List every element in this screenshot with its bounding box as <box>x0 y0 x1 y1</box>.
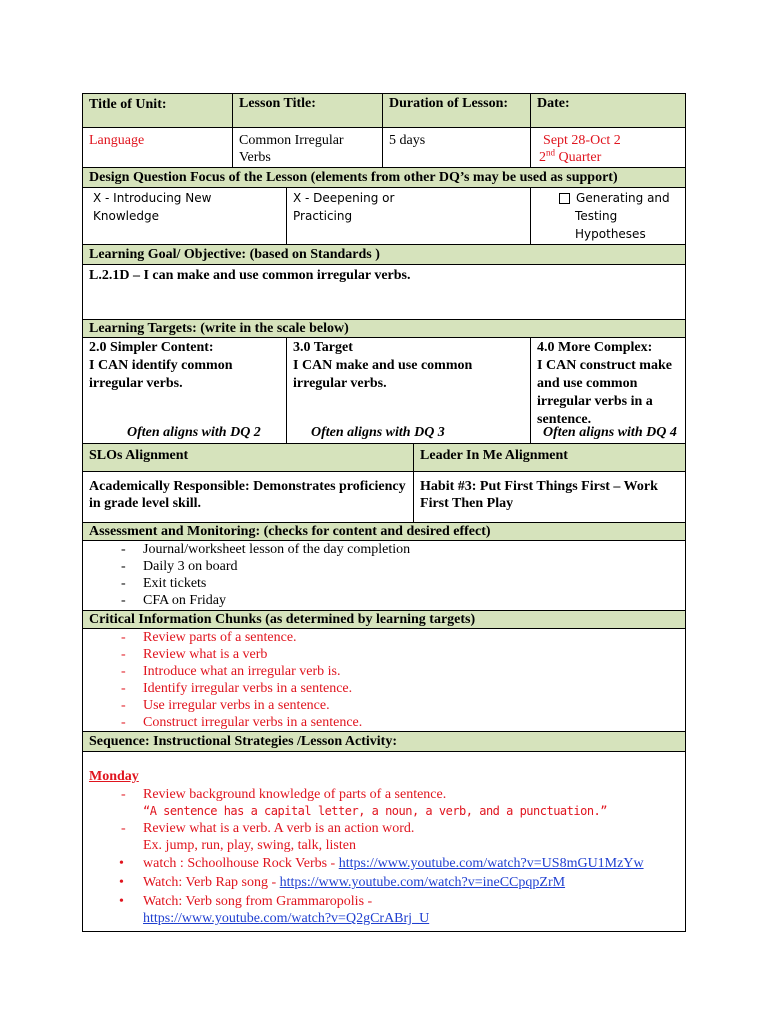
learning-goal-text: L.2.1D – I can make and use common irregular verbs. <box>83 265 686 320</box>
assessment-list-cell <box>83 541 686 611</box>
list-item: - Review what is a verb. A verb is an action word. Ex. jump, run, play, swing, talk, listen <box>113 820 679 854</box>
list-item: • Watch: Verb Rap song - https://www.youtube.com/watch?v=ineCCpqpZrM <box>113 874 679 891</box>
unit-title-header: Title of Unit: <box>83 94 233 128</box>
duration-value: 5 days <box>383 128 531 168</box>
learning-goal-heading: Learning Goal/ Objective: (based on Standards ) <box>83 245 686 265</box>
chunks-heading: Critical Information Chunks (as determined by learning targets) <box>83 611 686 629</box>
target-complex: 4.0 More Complex: I CAN construct make and use common irregular verbs in a sentence. Often aligns with DQ 4 <box>531 338 686 444</box>
list-item: - Daily 3 on board <box>113 558 679 575</box>
date-header: Date: <box>531 94 686 128</box>
lesson-title-header: Lesson Title: <box>233 94 383 128</box>
target-main-dq: Often aligns with DQ 3 <box>311 425 445 440</box>
lesson-plan-table <box>82 93 686 932</box>
lesson-title-value: Common Irregular Verbs <box>233 128 383 168</box>
sequence-cell <box>83 752 686 932</box>
unit-value: Language <box>83 128 233 168</box>
verb-rap-link[interactable]: https://www.youtube.com/watch?v=ineCCpqpZrM <box>279 875 566 890</box>
list-item: - Review parts of a sentence. <box>113 629 679 646</box>
target-simpler-dq: Often aligns with DQ 2 <box>127 425 261 440</box>
list-item: • Watch: Verb song from Grammaropolis - https://www.youtube.com/watch?v=Q2gCrABrj_U <box>113 893 679 927</box>
leader-alignment-text: Habit #3: Put First Things First – Work First Then Play <box>414 472 686 523</box>
list-item: - Identify irregular verbs in a sentence. <box>113 680 679 697</box>
list-item: - Introduce what an irregular verb is. <box>113 663 679 680</box>
sequence-dash-list <box>89 786 679 854</box>
list-item: - CFA on Friday <box>113 592 679 609</box>
list-item: - Exit tickets <box>113 575 679 592</box>
design-question-heading: Design Question Focus of the Lesson (elements from other DQ’s may be used as support) <box>83 168 686 188</box>
target-simpler-content: 2.0 Simpler Content: I CAN identify common irregular verbs. Often aligns with DQ 2 <box>83 338 287 444</box>
checkbox-icon <box>559 193 570 204</box>
list-item: - Review what is a verb <box>113 646 679 663</box>
leader-alignment-heading: Leader In Me Alignment <box>414 444 686 472</box>
date-range: Sept 28-Oct 2 <box>543 133 621 148</box>
sequence-video-list <box>89 855 679 927</box>
list-item: - Use irregular verbs in a sentence. <box>113 697 679 714</box>
schoolhouse-rock-link[interactable]: https://www.youtube.com/watch?v=US8mGU1MzYw <box>338 856 644 871</box>
list-item: - Construct irregular verbs in a sentence. <box>113 714 679 731</box>
list-item: - Review background knowledge of parts of a sentence. “A sentence has a capital letter, a noun, a verb, and a punctuation.” <box>113 786 679 820</box>
chunks-list-cell <box>83 629 686 732</box>
target-main: 3.0 Target I CAN make and use common irregular verbs. Often aligns with DQ 3 <box>287 338 531 444</box>
list-item: - Journal/worksheet lesson of the day completion <box>113 541 679 558</box>
assessment-list <box>89 541 679 609</box>
slo-alignment-text: Academically Responsible: Demonstrates proficiency in grade level skill. <box>83 472 414 523</box>
learning-targets-heading: Learning Targets: (write in the scale below) <box>83 320 686 338</box>
slo-alignment-heading: SLOs Alignment <box>83 444 414 472</box>
dq-deepening-option: X - Deepening or Practicing <box>287 188 531 245</box>
dq-generating-option: Generating and Testing Hypotheses <box>531 188 686 245</box>
list-item: • watch : Schoolhouse Rock Verbs - https://www.youtube.com/watch?v=US8mGU1MzYw <box>113 855 679 872</box>
dq-introducing-option: X - Introducing New Knowledge <box>83 188 287 245</box>
assessment-heading: Assessment and Monitoring: (checks for content and desired effect) <box>83 523 686 541</box>
date-value <box>531 128 686 168</box>
grammaropolis-link[interactable]: https://www.youtube.com/watch?v=Q2gCrABrj_U <box>143 911 430 926</box>
sequence-heading: Sequence: Instructional Strategies /Lesson Activity: <box>83 732 686 752</box>
lesson-plan-page <box>82 93 685 932</box>
chunks-list <box>89 629 679 731</box>
duration-header: Duration of Lesson: <box>383 94 531 128</box>
quarter-label: 2nd Quarter <box>539 147 602 165</box>
target-complex-dq: Often aligns with DQ 4 <box>543 425 677 440</box>
day-heading-monday: Monday <box>89 769 139 784</box>
